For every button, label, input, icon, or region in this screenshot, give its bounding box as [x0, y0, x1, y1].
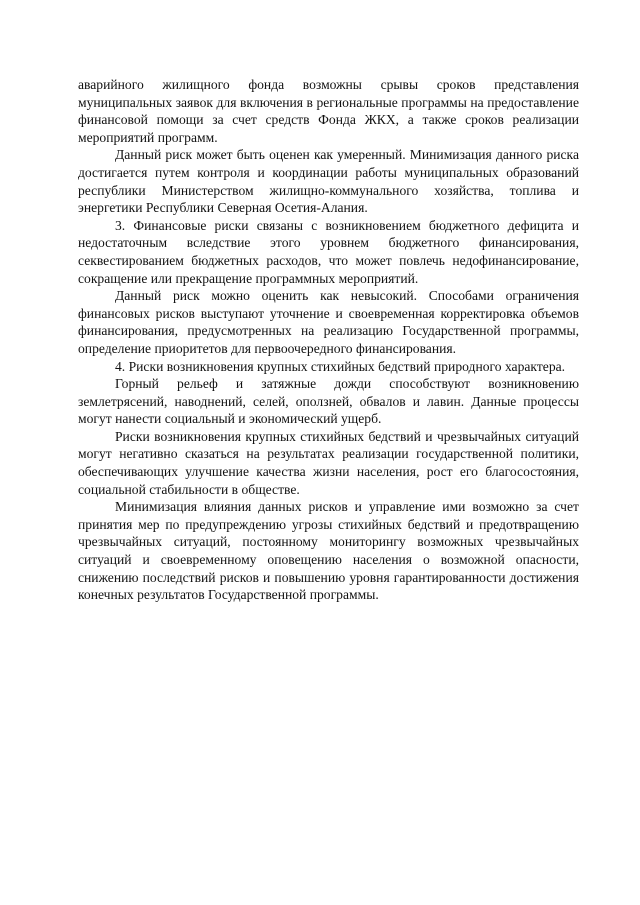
paragraph-emergency-risks: Риски возникновения крупных стихийных бедствий и чрезвычайных ситуаций могут негативно сказаться на результатах реализации государственной политики, обеспечивающих улучшение качества жизни населения, рост его благосостояния, социальной стабильности в обществе. [78, 428, 579, 497]
paragraph-minimization: Минимизация влияния данных рисков и управление ими возможно за счет принятия мер по предупреждению угрозы стихийных бедствий и предотвращению чрезвычайных ситуаций, постоянному мониторингу возможных чрезвычайных ситуаций и своевременному оповещению населения о возможной опасности, снижению последствий рисков и повышению уровня гарантированности достижения конечных результатов Государственной программы. [78, 499, 579, 603]
paragraph-financial-risks: 3. Финансовые риски связаны с возникновением бюджетного дефицита и недостаточным вследствие этого уровнем бюджетного финансирования, секвестированием бюджетных расходов, что может повлечь недофинансирование, сокращение или прекращение программных мероприятий. [78, 217, 579, 286]
document-body [78, 76, 579, 604]
paragraph-risk-moderate: Данный риск может быть оценен как умеренный. Минимизация данного риска достигается путем контроля и координации работы муниципальных образований республики Министерством жилищно-коммунального хозяйства, топлива и энергетики Республики Северная Осетия-Алания. [78, 147, 579, 216]
paragraph-natural-disasters-heading: 4. Риски возникновения крупных стихийных бедствий природного характера. [115, 358, 566, 374]
paragraph-terrain: Горный рельеф и затяжные дожди способствуют возникновению землетрясений, наводнений, селей, оползней, обвалов и лавин. Данные процессы могут нанести социальный и экономический ущерб. [78, 376, 579, 427]
paragraph-risk-low: Данный риск можно оценить как невысокий. Способами ограничения финансовых рисков выступают уточнение и своевременная корректировка объемов финансирования, предусмотренных на реализацию Государственной программы, определение приоритетов для первоочередного финансирования. [78, 288, 579, 356]
paragraph-continuation: аварийного жилищного фонда возможны срывы сроков представления муниципальных заявок для включения в региональные программы на предоставление финансовой помощи за счет средств Фонда ЖКХ, а также сроков реализации мероприятий программ. [78, 77, 579, 145]
